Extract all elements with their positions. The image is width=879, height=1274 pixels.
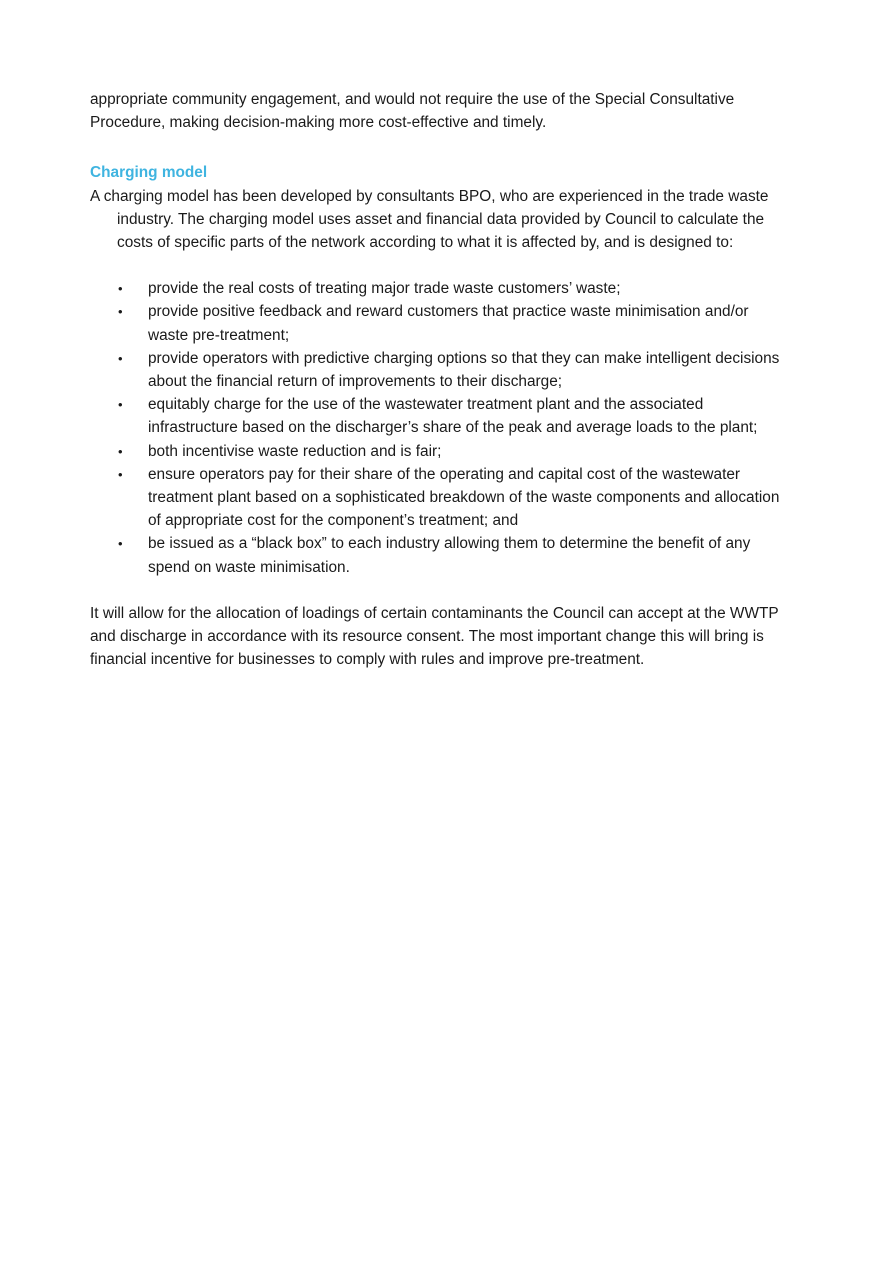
list-item: [90, 300, 790, 346]
bullet-icon: •: [118, 443, 123, 459]
bullet-icon: •: [118, 397, 123, 413]
charging-model-lead-paragraph: A charging model has been developed by consultants BPO, who are experienced in the trade waste industry. The charging model uses asset and financial data provided by Council to calculate the costs of specific parts of the network according to what it is affected by, and is designed to:: [90, 187, 769, 252]
section-heading-charging-model: Charging model: [90, 164, 208, 182]
list-item: [90, 393, 790, 439]
list-item: [90, 532, 790, 578]
document-page: [90, 88, 790, 671]
list-item-text: provide operators with predictive charging options so that they can make intelligent decisions about the financial return of improvements to their discharge;: [148, 349, 780, 391]
list-item-text: provide the real costs of treating major trade waste customers’ waste;: [148, 280, 621, 298]
list-item: [90, 463, 790, 533]
list-item: [90, 440, 790, 463]
charging-model-bullet-list: [90, 277, 790, 579]
list-item-text: equitably charge for the use of the wastewater treatment plant and the associated infrastructure based on the discharger’s share of the peak and average loads to the plant;: [148, 396, 758, 437]
list-item-text: both incentivise waste reduction and is fair;: [148, 442, 442, 460]
bullet-icon: •: [118, 281, 123, 297]
bullet-icon: •: [118, 304, 123, 320]
list-item: [90, 277, 790, 300]
list-item-text: ensure operators pay for their share of the operating and capital cost of the wastewater treatment plant based on a sophisticated breakdown of the waste components and allocation of appropriate cost for the component’s treatment; and: [148, 465, 780, 530]
closing-paragraph: It will allow for the allocation of loadings of certain contaminants the Council can accept at the WWTP and discharge in accordance with its resource consent. The most important change this will bring is financial incentive for businesses to comply with rules and improve pre-treatment.: [90, 604, 779, 669]
bullet-icon: •: [118, 536, 123, 552]
bullet-icon: •: [118, 466, 123, 482]
list-item-text: be issued as a “black box” to each industry allowing them to determine the benefit of any spend on waste minimisation.: [148, 535, 751, 576]
list-item: [90, 347, 790, 393]
bullet-icon: •: [118, 350, 123, 366]
intro-paragraph: appropriate community engagement, and would not require the use of the Special Consultative Procedure, making decision-making more cost-effective and timely.: [90, 91, 735, 132]
list-item-text: provide positive feedback and reward customers that practice waste minimisation and/or waste pre-treatment;: [148, 303, 749, 344]
